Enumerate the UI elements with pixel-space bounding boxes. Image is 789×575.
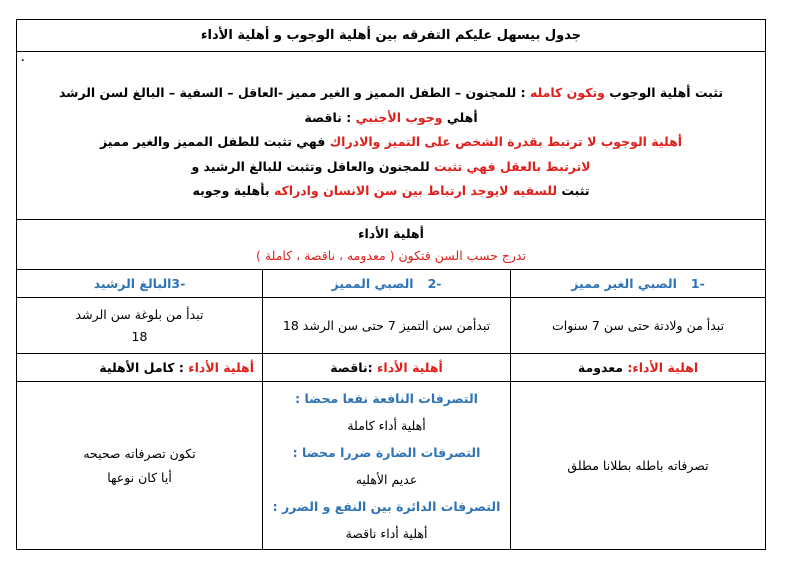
wujub-row <box>17 52 766 220</box>
acts-cell-2 <box>263 382 511 550</box>
column-headers-row <box>17 270 766 298</box>
wujub-line-5: تثبت للسفيه لايوجد ارتباط بين سن الانسان وادراكه بأهلية وجوبه <box>192 183 590 199</box>
wujub-cell <box>17 52 766 220</box>
wujub-line-2: أهلي وجوب الأجنبي : ناقصة <box>304 109 478 125</box>
col-header-2: -2الصبي المميز <box>263 270 511 298</box>
acts-cell-3: تكون تصرفاته صحيحه أيا كان نوعها <box>17 382 263 550</box>
wujub-line-4: لاترتبط بالعقل فهي تثبت للمجنون والعاقل وتثبت للبالغ الرشيد و <box>191 158 591 174</box>
age-cell-3: تبدأ من بلوغة سن الرشد 18 <box>17 298 263 354</box>
adaa-cell <box>17 220 766 270</box>
age-cell-1: تبدأ من ولادتة حتى سن 7 سنوات <box>511 298 766 354</box>
col-header-1: -1الصبي الغير مميز <box>511 270 766 298</box>
age-cell-2: تبدأمن سن التميز 7 حتى سن الرشد 18 <box>263 298 511 354</box>
wujub-line-3: أهلية الوجوب لا ترتبط بقدرة الشخص على التميز والادراك فهي تثبت للطفل المميز والغير مميز <box>99 134 683 150</box>
adaa-subheading: تدرج حسب السن فتكون ( معدومه ، ناقصة ، كاملة ) <box>256 247 526 263</box>
acts-item-3-value: أهلية أداء ناقصة <box>345 525 428 541</box>
acts-item-2-heading: التصرفات الضارة ضررا محضا : <box>292 444 481 460</box>
col-header-3: -3البالغ الرشيد <box>17 270 263 298</box>
acts-item-2-value: عديم الأهليه <box>355 471 418 487</box>
adaa-row <box>17 220 766 270</box>
wujub-line-1: تثبت أهلية الوجوب وتكون كامله : للمجنون – الطفل المميز و الغير مميز -العاقل – السفية – البالغ لسن الرشد <box>58 85 724 101</box>
stray-dot: . <box>21 54 25 64</box>
adaa-heading: أهلية الأداء <box>358 225 424 241</box>
acts-item-1-value: أهلية أداء كاملة <box>347 417 426 433</box>
comparison-table <box>16 19 766 550</box>
title-row <box>17 20 766 52</box>
table-title: جدول بيسهل عليكم التفرقه بين أهلية الوجوب و أهلية الأداء <box>17 20 766 52</box>
capacity-cell-2: أهلية الأداء :ناقصة <box>263 354 511 382</box>
age-row <box>17 298 766 354</box>
capacity-row <box>17 354 766 382</box>
capacity-cell-1: اهلية الأداء: معدومة <box>511 354 766 382</box>
acts-cell-1: تصرفاته باطله بطلانا مطلق <box>511 382 766 550</box>
acts-row <box>17 382 766 550</box>
acts-item-3-heading: التصرفات الدائرة بين النفع و الضرر : <box>272 498 501 514</box>
capacity-cell-3: أهلية الأداء : كامل الأهلية <box>17 354 263 382</box>
acts-item-1-heading: التصرفات النافعة نفعا محضا : <box>295 390 478 406</box>
